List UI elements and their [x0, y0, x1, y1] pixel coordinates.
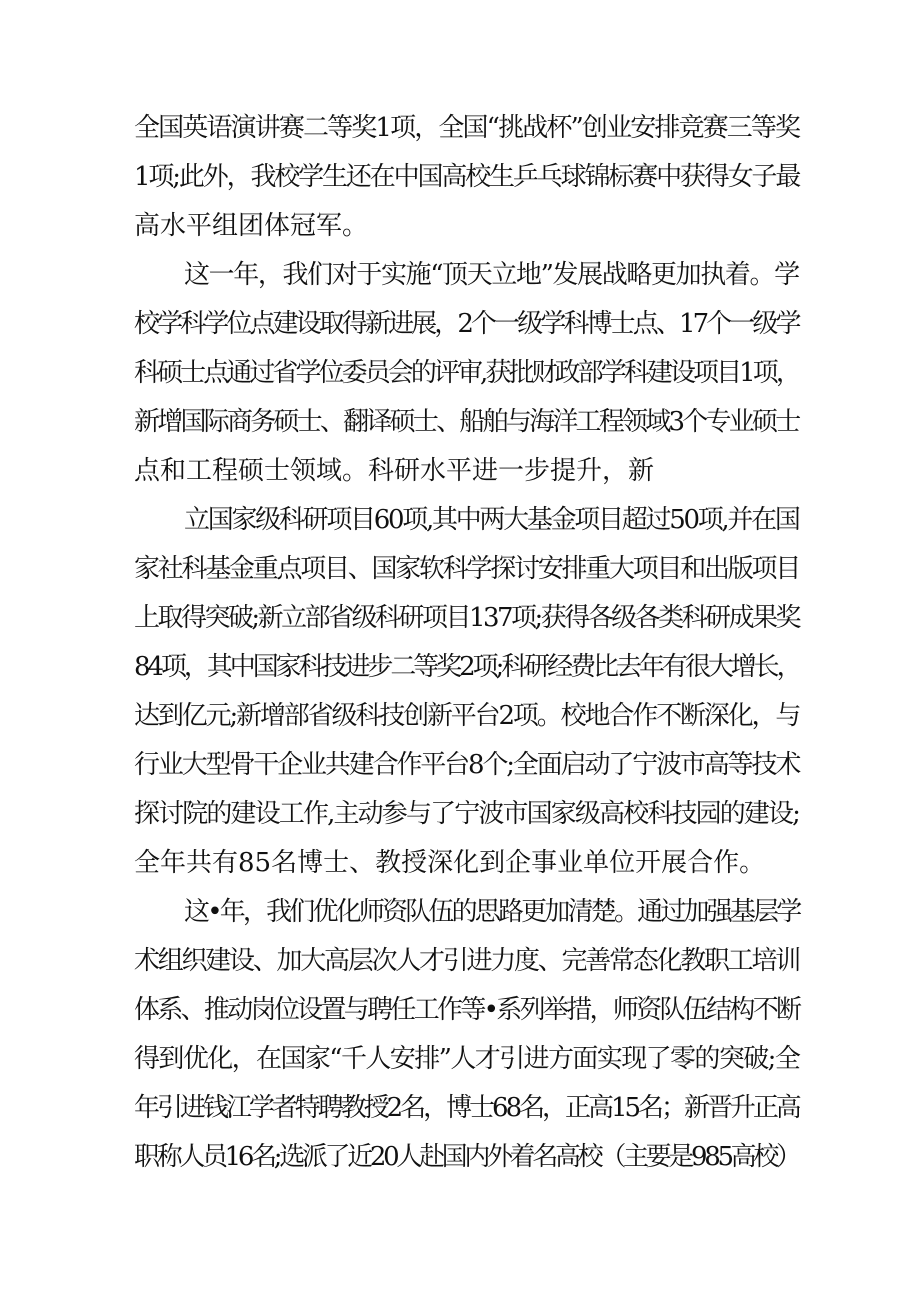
- text-line: 上取得突破;新立部省级科研项目137项;获得各级各类科研成果奖: [134, 603, 800, 633]
- text-line: 科硕士点通过省学位委员会的评审,获批财政部学科建设项目1项，: [134, 358, 799, 388]
- text-line: 得到优化，在国家“千人安排”人才引进方面实现了零的突破;全: [134, 1044, 800, 1074]
- text-line: 行业大型骨干企业共建合作平台8个;全面启动了宁波市高等技术: [134, 750, 800, 780]
- paragraph-start-line: 这•年，我们优化师资队伍的思路更加清楚。通过加强基层学: [184, 897, 800, 927]
- text-line: 职称人员16名;选派了近20人赴国内外着名高校（主要是985高校）: [134, 1142, 799, 1172]
- text-line: 体系、推动岗位设置与聘任工作等•系列举措，师资队伍结构不断: [134, 995, 800, 1025]
- text-line: 年引进钱江学者特聘教授2名，博士68名，正高15名；新晋升正高: [134, 1093, 799, 1123]
- text-line: 高水平组团体冠军。: [134, 211, 369, 241]
- text-line: 84项，其中国家科技进步二等奖2项;科研经费比去年有很大增长，: [134, 652, 800, 682]
- text-line: 1项;此外，我校学生还在中国高校生乒乓球锦标赛中获得女子最: [134, 162, 800, 192]
- text-line: 新增国际商务硕士、翻译硕士、船舶与海洋工程领域3个专业硕士: [134, 407, 799, 437]
- text-line: 全年共有85名博士、教授深化到企事业单位开展合作。: [134, 848, 766, 878]
- text-line: 全国英语演讲赛二等奖1项，全国“挑战杯”创业安排竞赛三等奖: [134, 113, 800, 143]
- text-line: 术组织建设、加大高层次人才引进力度、完善常态化教职工培训: [134, 946, 800, 976]
- text-line: 点和工程硕士领域。科研水平进一步提升，新: [134, 456, 655, 486]
- text-line: 达到亿元;新增部省级科技创新平台2项。校地合作不断深化，与: [134, 701, 800, 731]
- text-line: 探讨院的建设工作,主动参与了宁波市国家级高校科技园的建设;: [134, 799, 800, 829]
- text-line: 校学科学位点建设取得新进展，2个一级学科博士点、17个一级学: [134, 309, 799, 339]
- text-line: 家社科基金重点项目、国家软科学探讨安排重大项目和出版项目: [134, 554, 800, 584]
- paragraph-start-line: 这一年，我们对于实施“顶天立地”发展战略更加执着。学: [184, 260, 799, 290]
- paragraph-start-line: 立国家级科研项目60项,其中两大基金项目超过50项,并在国: [184, 505, 799, 535]
